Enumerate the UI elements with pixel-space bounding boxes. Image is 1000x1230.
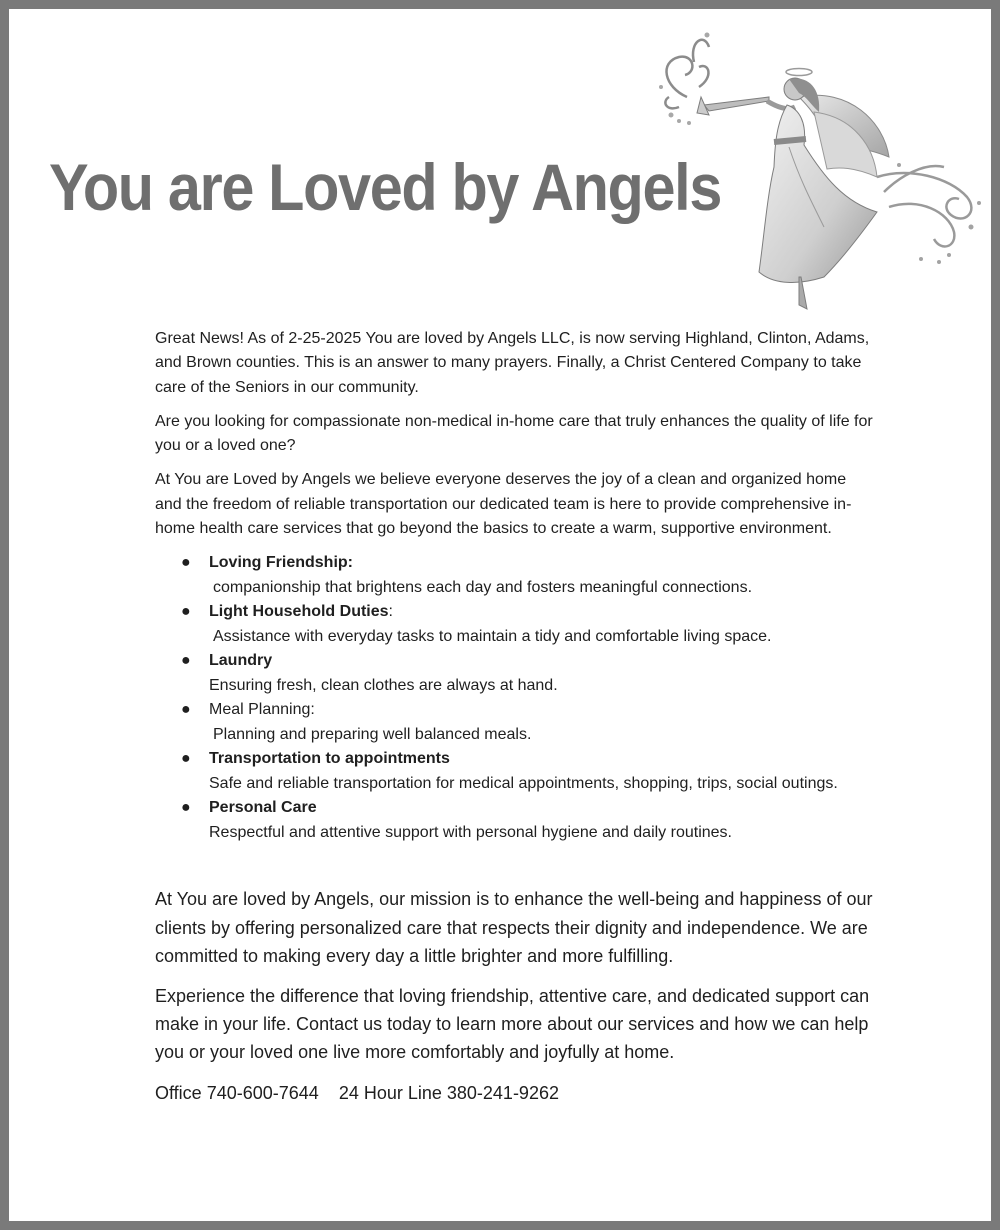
intro-paragraph-belief: At You are Loved by Angels we believe everyone deserves the joy of a clean and organized home and the freedom of reliable transportation our dedicated team is here to provide comprehensive in-home health care services that go beyond the basics to create a warm, supportive environment. — [155, 471, 852, 538]
bullet-icon: ● — [181, 652, 191, 670]
bullet-icon: ● — [181, 554, 191, 572]
service-description: Ensuring fresh, clean clothes are always at hand. — [209, 676, 558, 694]
service-title: Laundry — [209, 652, 273, 670]
service-item-personal-care — [155, 796, 875, 845]
hotline-phone: 24 Hour Line 380-241-9262 — [338, 1082, 559, 1103]
office-phone: Office 740-600-7644 — [155, 1082, 319, 1103]
service-description: Safe and reliable transportation for medical appointments, shopping, trips, social outings. — [209, 774, 838, 792]
service-item-transportation — [155, 747, 875, 796]
bullet-icon: ● — [181, 799, 191, 817]
call-to-action-paragraph: Experience the difference that loving friendship, attentive care, and dedicated support can make in your life. Contact us today to learn more about our services and how we can help you or your loved one live more comfortably and joyfully at home. — [155, 985, 870, 1063]
service-description: Assistance with everyday tasks to maintain a tidy and comfortable living space. — [213, 627, 772, 645]
bullet-icon: ● — [181, 603, 191, 621]
service-description: Planning and preparing well balanced meals. — [213, 725, 532, 743]
bullet-icon: ● — [181, 750, 191, 768]
service-item-laundry — [155, 649, 875, 698]
service-title: Meal Planning: — [209, 701, 315, 719]
service-description: companionship that brightens each day and fosters meaningful connections. — [213, 578, 753, 596]
service-title: Loving Friendship: — [209, 554, 353, 572]
mission-paragraph: At You are loved by Angels, our mission is to enhance the well-being and happiness of our clients by offering personalized care that respects their dignity and independence. We are committed to making every day a little brighter and more fulfilling. — [155, 889, 873, 966]
service-title: Transportation to appointments — [209, 750, 450, 768]
services-list — [155, 551, 875, 845]
service-title: Light Household Duties — [209, 603, 389, 621]
service-title: Personal Care — [209, 799, 317, 817]
angel-trumpet-illustration — [649, 27, 984, 317]
intro-paragraph-announcement: Great News! As of 2-25-2025 You are loved by Angels LLC, is now serving Highland, Clinton, Adams, and Brown counties. This is an answer to many prayers. Finally, a Christ Centered Company to take care of the Seniors in our community. — [155, 330, 870, 396]
service-item-light-household-duties — [155, 600, 875, 649]
intro-paragraph-question: Are you looking for compassionate non-medical in-home care that truly enhances the quality of life for you or a loved one? — [155, 412, 873, 455]
flyer-body — [155, 327, 875, 1107]
service-item-meal-planning — [155, 698, 875, 747]
service-title-suffix: : — [388, 603, 393, 621]
bullet-icon: ● — [181, 701, 191, 719]
service-description: Respectful and attentive support with personal hygiene and daily routines. — [209, 823, 732, 841]
service-item-loving-friendship — [155, 551, 875, 600]
flyer-title: You are Loved by Angels — [49, 150, 722, 224]
contact-line — [155, 1079, 875, 1107]
